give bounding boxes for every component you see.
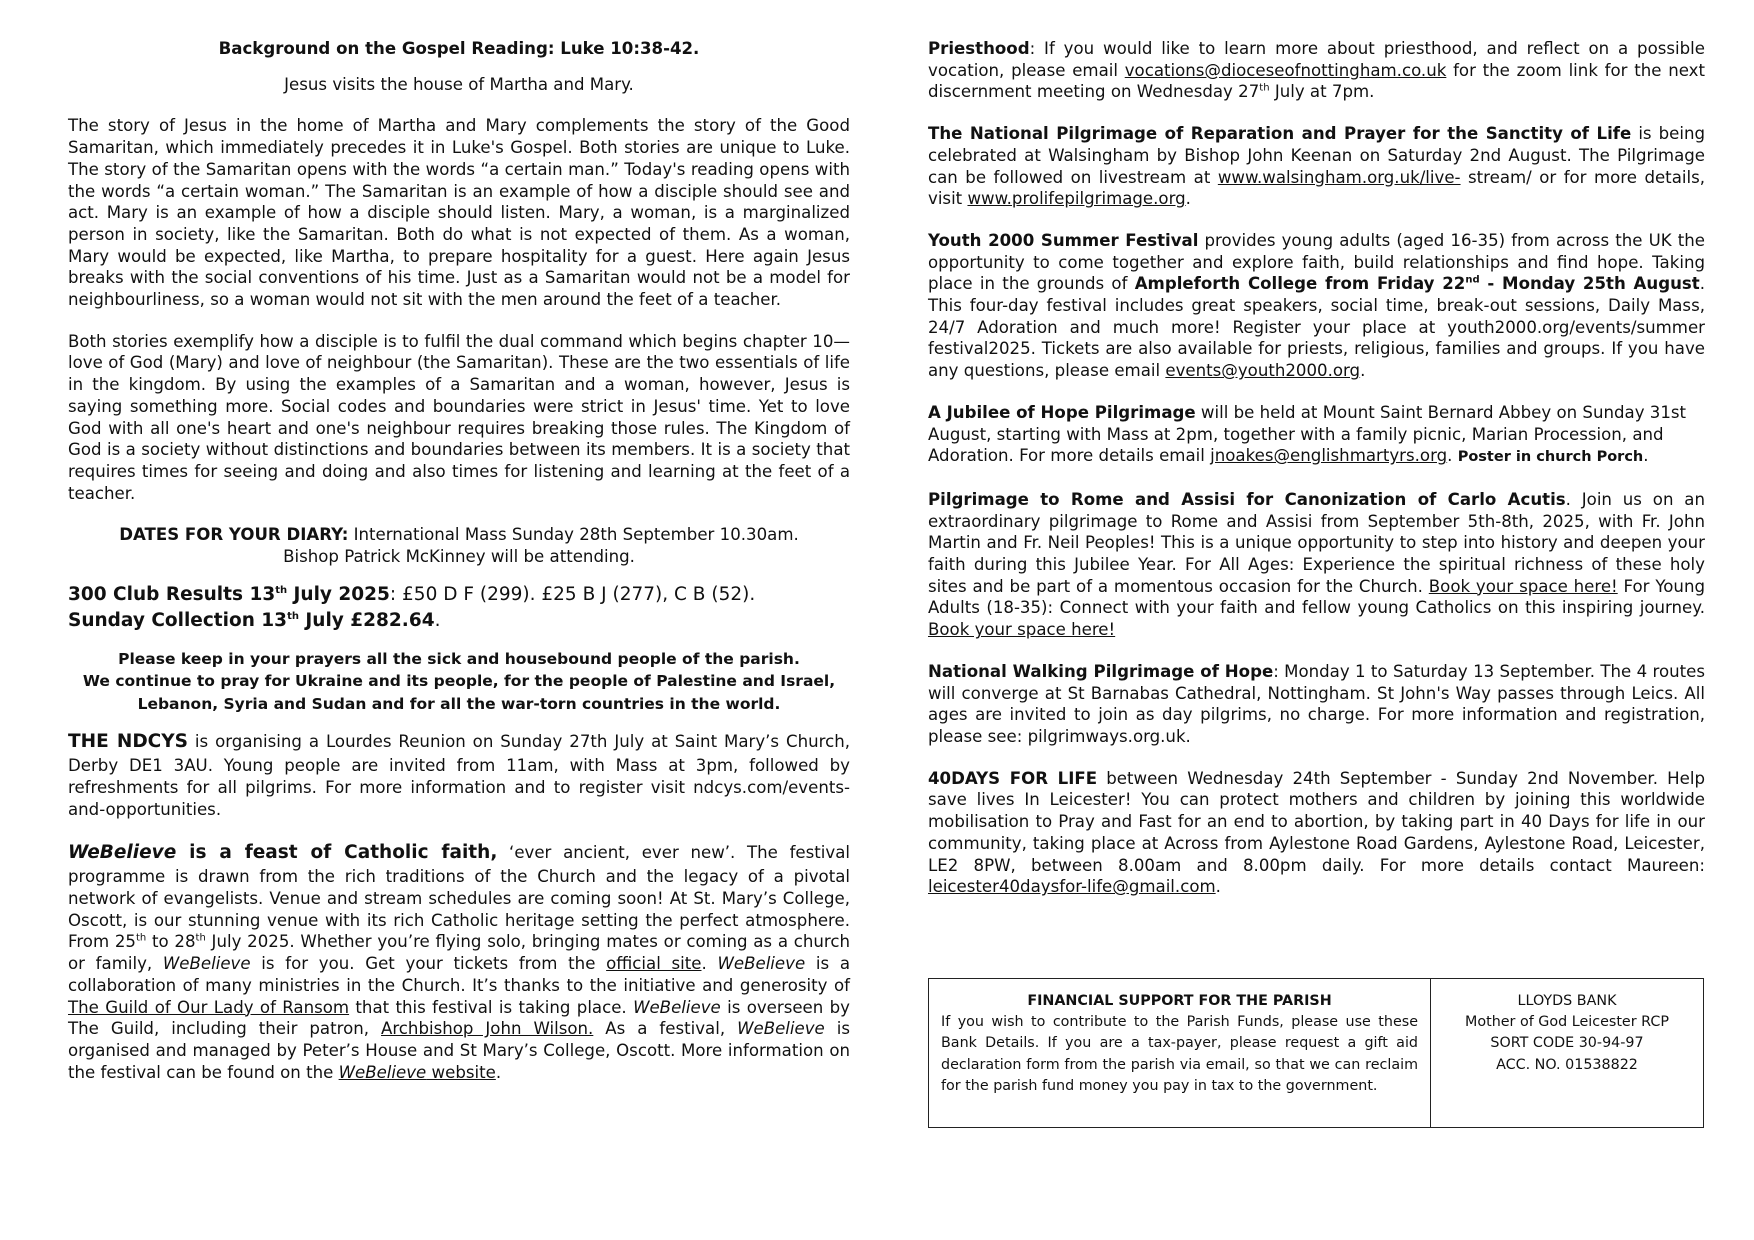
forty-days-email-link[interactable]: leicester40daysfor-life@gmail.com <box>928 877 1216 897</box>
financial-support-info <box>929 979 1431 1127</box>
diary-notice <box>68 524 850 546</box>
bank-name: LLOYDS BANK <box>1517 993 1617 1009</box>
vocations-email-link[interactable]: vocations@dioceseofnottingham.co.uk <box>1124 60 1447 80</box>
jubilee-label: A Jubilee of Hope Pilgrimage <box>928 402 1196 422</box>
sunday-collection: Sunday Collection 13th July £282.64. <box>68 609 441 631</box>
financial-support-title: FINANCIAL SUPPORT FOR THE PARISH <box>1027 993 1332 1009</box>
prayer-line-2: We continue to pray for Ukraine and its people, for the people of Palestine and Israel, <box>82 672 836 691</box>
right-column <box>928 38 1705 898</box>
webelieve-notice: WeBelieve is a feast of Catholic faith, ‘ever ancient, ever new’. The festival programme is drawn from the rich traditions of the Church and the legacy of a pivotal network of evangelists. Venue and stream schedules are coming soon! At St. Mary’s College, Oscott, is our stunning venue with its rich Catholic heritage setting the perfect atmosphere. From 25th to 28th July 2025. Whether you’re flying solo, bringing mates or coming as a church or family, WeBelieve is for you. Get your tickets from the official site. WeBelieve is a collaboration of many ministries in the Church. It’s thanks to the initiative and generosity of The Guild of Our Lady of Ransom that this festival is taking place. WeBelieve is overseen by The Guild, including their patron, Archbishop John Wilson. As a festival, WeBelieve is organised and managed by Peter’s House and St Mary’s College, Oscott. More information on the festival can be found on the WeBelieve website. <box>68 842 850 1082</box>
priesthood-label: Priesthood <box>928 39 1030 58</box>
jubilee-email-link[interactable]: jnoakes@englishmartyrs.org <box>1210 446 1448 466</box>
account-number: ACC. NO. 01538822 <box>1496 1056 1638 1073</box>
gospel-paragraph-2: Both stories exemplify how a disciple is to fulfil the dual command which begins chapter 10—love of God (Mary) and love of neighbour (the Samaritan). These are the two essentials of life in the kingdom. By using the examples of a Samaritan and a woman, however, Jesus is saying something more. Social codes and boundaries were strict in Jesus' time. Yet to love God with all one's heart and one's neighbour requires breaking those rules. The Kingdom of God is a society without distinctions and boundaries between its members. It is a society that requires times for seeing and doing and also times for listening and learning at the feet of a teacher. <box>68 331 850 503</box>
gospel-heading: Background on the Gospel Reading: Luke 10:38-42. <box>218 39 700 58</box>
diary-label: DATES FOR YOUR DIARY: <box>119 525 349 545</box>
book-space-link-2[interactable]: Book your space here! <box>928 620 1116 640</box>
gospel-subheading: Jesus visits the house of Martha and Mary. <box>284 74 634 94</box>
account-name: Mother of God Leicester RCP <box>1465 1014 1669 1031</box>
national-pilgrimage-label: The National Pilgrimage of Reparation and Prayer for the Sanctity of Life <box>928 124 1632 144</box>
financial-support-text: If you wish to contribute to the Parish Funds, please use these Bank Details. If you are a tax-payer, please request a gift aid declaration form from the parish via email, so that we can reclaim for the parish fund money you pay in tax to the government. <box>941 1014 1418 1094</box>
book-space-link-1[interactable]: Book your space here! <box>1428 576 1618 596</box>
walsingham-link[interactable]: www.walsingham.org.uk/live- <box>1217 167 1461 187</box>
official-site-link[interactable]: official site <box>606 954 702 974</box>
diary-text-2: Bishop Patrick McKinney will be attending. <box>283 547 635 567</box>
walking-pilgrimage-notice: National Walking Pilgrimage of Hope: Monday 1 to Saturday 13 September. The 4 routes will converge at St Barnabas Cathedral, Nottingham. St John's Way passes through Leics. All ages are invited to join as day pilgrims, no charge. For more information and registration, please see: pilgrimways.org.uk. <box>928 661 1705 746</box>
walking-pilgrimage-label: National Walking Pilgrimage of Hope <box>928 661 1274 681</box>
left-column <box>68 38 850 1083</box>
guild-link[interactable]: The Guild of Our Lady of Ransom <box>68 997 350 1017</box>
prayer-line-3: Lebanon, Syria and Sudan and for all the war-torn countries in the world. <box>137 694 781 713</box>
rome-assisi-notice: Pilgrimage to Rome and Assisi for Canonization of Carlo Acutis. Join us on an extraordinary pilgrimage to Rome and Assisi from September 5th-8th, 2025, with Fr. John Martin and Fr. Neil Peoples! This is a unique opportunity to step into history and deepen your faith during this Jubilee Year. For All Ages: Experience the spiritual richness of these holy sites and be part of a momentous occasion for the Church. Book your space here! For Young Adults (18-35): Connect with your faith and fellow young Catholics on this inspiring journey. Book your space here! <box>928 489 1705 640</box>
prayer-line-1: Please keep in your prayers all the sick and housebound people of the parish. <box>118 649 800 668</box>
priesthood-notice: Priesthood: If you would like to learn more about priesthood, and reflect on a possible vocation, please email vocations@dioceseofnottingham.co.uk for the zoom link for the next discernment meeting on Wednesday 27th July at 7pm. <box>928 39 1705 102</box>
youth-2000-label: Youth 2000 Summer Festival <box>928 230 1199 250</box>
gospel-paragraph-1: The story of Jesus in the home of Martha and Mary complements the story of the Good Samaritan, which immediately precedes it in Luke's Gospel. Both stories are unique to Luke. The story of the Samaritan opens with the words “a certain man.” Today's reading opens with the words “a certain woman.” The Samaritan is an example of how a disciple should see and act. Mary is an example of how a disciple should listen. Mary, a woman, is a marginalized person in society, like the Samaritan. Both do what is not expected of them. As a woman, Mary would be expected, like Martha, to prepare hospitality for a guest. Here again Jesus breaks with the social conventions of his time. Just as a Samaritan would not be a model for neighbourliness, so a woman would not sit with the men around the feet of a teacher. <box>68 116 850 310</box>
club-label: 300 Club Results 13th July 2025 <box>68 583 390 605</box>
ndcys-text: is organising a Lourdes Reunion on Sunday 27th July at Saint Mary’s Church, Derby DE1 3AU. Young people are invited from 11am, with Mass at 3pm, followed by refreshments for all pilgrims. For more information and to register visit ndcys.com/events-and-opportunities. <box>68 732 850 819</box>
financial-support-box <box>928 978 1704 1128</box>
forty-days-notice: 40DAYS FOR LIFE between Wednesday 24th September - Sunday 2nd November. Help save lives In Leicester! You can protect mothers and children by joining this worldwide mobilisation to Pray and Fast for an end to abortion, by taking part in 40 Days for life in our community, taking place at Across from Aylestone Road Gardens, Aylestone Road, Leicester, LE2 8PW, between 8.00am and 8.00pm daily. For more details contact Maureen: leicester40daysfor-life@gmail.com. <box>928 768 1705 897</box>
diary-text: International Mass Sunday 28th September 10.30am. <box>353 525 799 545</box>
jubilee-notice: A Jubilee of Hope Pilgrimage will be held at Mount Saint Bernard Abbey on Sunday 31st August, starting with Mass at 2pm, together with a family picnic, Marian Procession, and Adoration. For more details email jnoakes@englishmartyrs.org. Poster in church Porch. <box>928 402 1687 466</box>
collection-label: Sunday Collection 13th July £282.64 <box>68 609 435 631</box>
club-text: : £50 D F (299). £25 B J (277), C B (52). <box>389 583 756 605</box>
national-pilgrimage-notice: The National Pilgrimage of Reparation and Prayer for the Sanctity of Life is being celebrated at Walsingham by Bishop John Keenan on Saturday 2nd August. The Pilgrimage can be followed on livestream at www.walsingham.org.uk/live- stream/ or for more details, visit www.prolifepilgrimage.org. <box>928 124 1706 209</box>
forty-days-label: 40DAYS FOR LIFE <box>928 768 1098 788</box>
youth-2000-notice: Youth 2000 Summer Festival provides young adults (aged 16-35) from across the UK the opportunity to come together and explore faith, build relationships and find hope. Taking place in the grounds of Ampleforth College from Friday 22nd - Monday 25th August. This four-day festival includes great speakers, social time, break-out sessions, Daily Mass, 24/7 Adoration and much more! Register your place at youth2000.org/events/summer festival2025. Tickets are also available for priests, religious, families and groups. If you have any questions, please email events@youth2000.org. <box>928 230 1705 381</box>
archbishop-link[interactable]: Archbishop John Wilson. <box>381 1019 594 1039</box>
club-results <box>68 582 850 608</box>
sort-code: SORT CODE 30-94-97 <box>1490 1035 1644 1052</box>
ndcys-label: THE NDCYS <box>68 731 188 753</box>
youth-2000-email-link[interactable]: events@youth2000.org <box>1165 361 1361 381</box>
ndcys-notice <box>68 729 850 820</box>
bank-details <box>1431 979 1703 1127</box>
rome-assisi-label: Pilgrimage to Rome and Assisi for Canonization of Carlo Acutis <box>928 489 1566 509</box>
prolife-pilgrimage-link[interactable]: www.prolifepilgrimage.org <box>967 189 1186 209</box>
webelieve-website-link[interactable]: WeBelieve website <box>338 1062 496 1082</box>
